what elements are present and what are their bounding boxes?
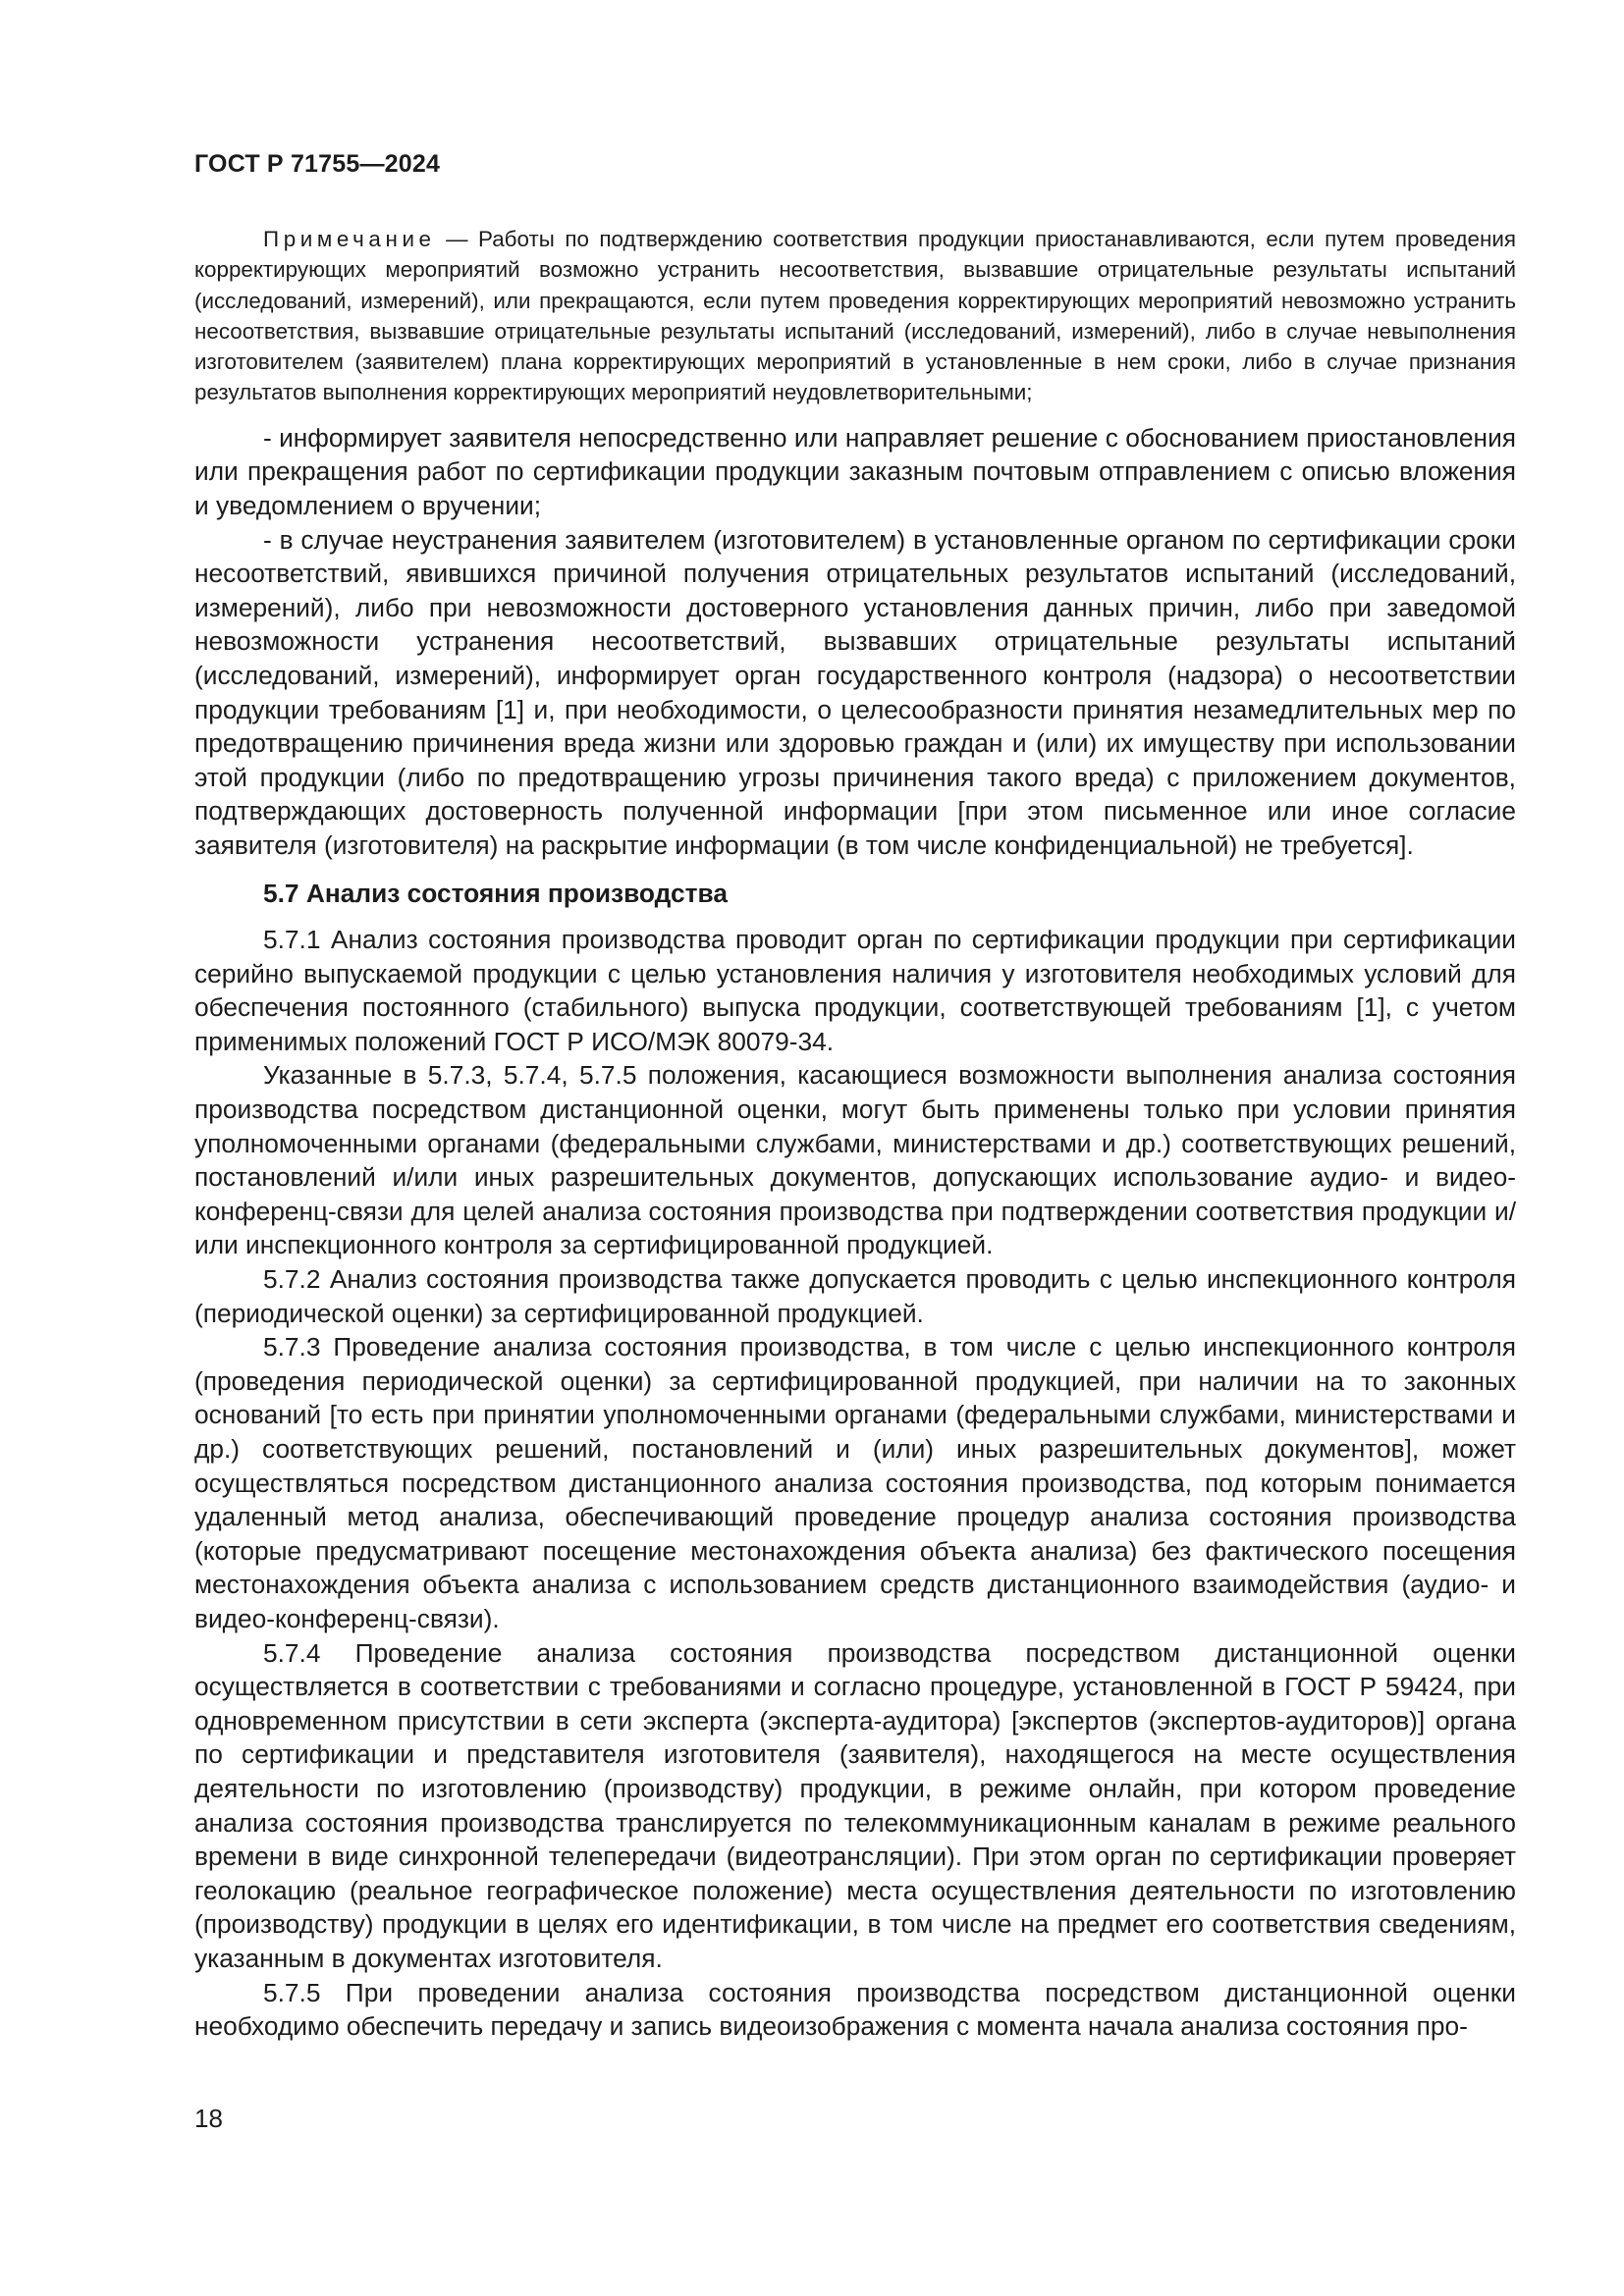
bullet-item: - информирует заявителя непосредственно или направляет решение с обоснованием приостановления или прекращения работ по сертификации продукции заказным почтовым отправлением с описью вложения и уведомлением о вручении; <box>194 422 1516 520</box>
note-paragraph <box>194 224 1516 408</box>
paragraph-5-7-2: 5.7.2 Анализ состояния производства также допускается проводить с целью инспекционного контроля (периодической оценки) за сертифицированной продукцией. <box>194 1264 1516 1328</box>
bullet-item: - в случае неустранения заявителем (изготовителем) в установленные органом по сертификации сроки несоответствий, явившихся причиной получения отрицательных результатов испытаний (исследований, измерений), либо при невозможности достоверного установления данных причин, либо при заведомой невозможности устранения несоответствий, вызвавших отрицательные результаты испытаний (исследований, измерений), информирует орган государственного контроля (надзора) о несоответствии продукции требованиям [1] и, при необходимости, о целесообразности принятия незамедлительных мер по предотвращению причинения вреда жизни или здоровью граждан и (или) их имуществу при использовании этой продукции (либо по предотвращению угрозы причинения такого вреда) с приложением документов, подтверждающих достоверность полученной информации [при этом письменное или иное согласие заявителя (изготовителя) на раскрытие информации (в том числе конфиденциальной) не требуется]. <box>194 524 1516 860</box>
paragraph-5-7-5: 5.7.5 При проведении анализа состояния производства посредством дистанционной оценки необходимо обеспечить передачу и запись видеоизображения с момента начала анализа состояния про- <box>194 1977 1516 2042</box>
section-heading: 5.7 Анализ состояния производства <box>263 878 728 908</box>
note-text: — Работы по подтверждению соответствия продукции приостанавливаются, если путем проведения корректирующих мероприятий возможно устранить несоответствия, вызвавшие отрицательные результаты испытаний (исследований, измерений), или прекращаются, если путем проведения корректирующих мероприятий невозможно устранить несоответствия, вызвавшие отрицательные результаты испытаний (исследований, измерений), либо в случае невыполнения изготовителем (заявителем) плана корректирующих мероприятий в установленные в нем сроки, либо в случае признания результатов выполнения корректирующих мероприятий неудовлетворительными; <box>194 227 1516 405</box>
paragraph-5-7-4: 5.7.4 Проведение анализа состояния производства посредством дистанционной оценки осуществляется в соответствии с требованиями и согласно процедуре, установленной в ГОСТ Р 59424, при одновременном присутствии в сети эксперта (эксперта-аудитора) [экспертов (экспертов-аудиторов)] органа по сертификации и представителя изготовителя (заявителя), находящегося на месте осуществления деятельности по изготовлению (производству) продукции, в режиме онлайн, при котором проведение анализа состояния производства транслируется по телекоммуникационным каналам в режиме реального времени в виде синхронной телепередачи (видеотрансляции). При этом орган по сертификации проверяет геолокацию (реальное географическое положение) места осуществления деятельности по изготовлению (производству) продукции в целях его идентификации, в том числе на предмет его соответствия сведениям, указанным в документах изготовителя. <box>194 1637 1516 1973</box>
note-label: Примечание <box>263 227 436 251</box>
paragraph-remote-assessment: Указанные в 5.7.3, 5.7.4, 5.7.5 положения, касающиеся возможности выполнения анализа состояния производства посредством дистанционной оценки, могут быть применены только при условии принятия уполномоченными органами (федеральными службами, министерствами и др.) соответствующих решений, постановлений и/или иных разрешительных документов, допускающих использование аудио- и видео-конференц-связи для целей анализа состояния производства при подтверждении соответствия продукции и/или инспекционного контроля за сертифицированной продукцией. <box>194 1060 1516 1260</box>
page-body <box>194 224 1516 2044</box>
document-code-header: ГОСТ Р 71755—2024 <box>194 150 441 178</box>
paragraph-5-7-1: 5.7.1 Анализ состояния производства проводит орган по сертификации продукции при сертификации серийно выпускаемой продукции с целью установления наличия у изготовителя необходимых условий для обеспечения постоянного (стабильного) выпуска продукции, соответствующей требованиям [1], с учетом применимых положений ГОСТ Р ИСО/МЭК 80079-34. <box>194 925 1516 1056</box>
paragraph-5-7-3: 5.7.3 Проведение анализа состояния производства, в том числе с целью инспекционного контроля (проведения периодической оценки) за сертифицированной продукцией, при наличии на то законных оснований [то есть при принятии уполномоченными органами (федеральными службами, министерствами и др.) соответствующих решений, постановлений и (или) иных разрешительных документов], может осуществляться посредством дистанционного анализа состояния производства, под которым понимается удаленный метод анализа, обеспечивающий проведение процедур анализа состояния производства (которые предусматривают посещение местонахождения объекта анализа) без фактического посещения местонахождения объекта анализа с использованием средств дистанционного взаимодействия (аудио- и видео-конференц-связи). <box>194 1332 1516 1633</box>
page-number: 18 <box>194 2104 223 2133</box>
